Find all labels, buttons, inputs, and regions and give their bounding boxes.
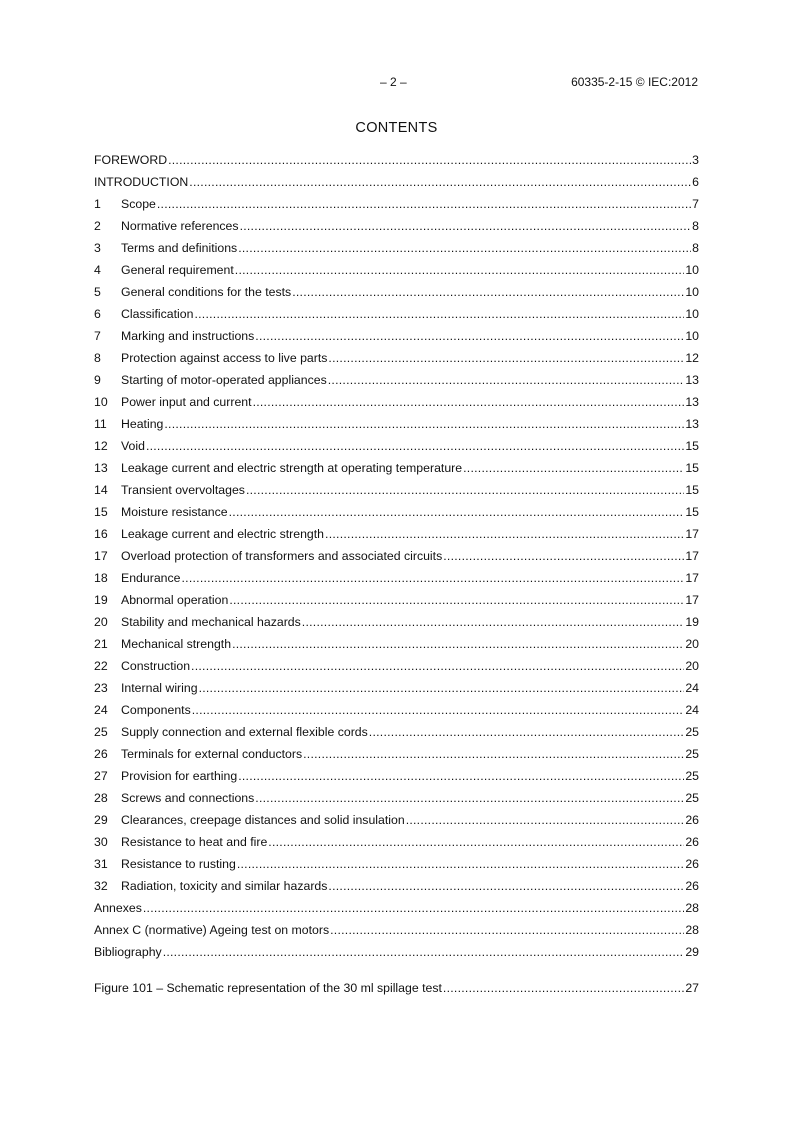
toc-entry-label: Stability and mechanical hazards <box>121 615 301 629</box>
toc-leader-dots <box>194 303 684 325</box>
toc-leader-dots <box>240 215 692 237</box>
toc-entry-number: 2 <box>94 219 101 233</box>
toc-entry-number: 10 <box>94 395 108 409</box>
toc-leader-dots <box>328 875 684 897</box>
toc-leader-dots <box>255 787 684 809</box>
toc-entry-number: 26 <box>94 747 108 761</box>
toc-entry-page: 28 <box>685 923 699 937</box>
toc-entry-label: Power input and current <box>121 395 252 409</box>
toc-entry-number: 24 <box>94 703 108 717</box>
toc-leader-dots <box>328 347 684 369</box>
toc-entry[interactable] <box>94 523 699 545</box>
toc-entry[interactable] <box>94 853 699 875</box>
toc-entry-number: 12 <box>94 439 108 453</box>
toc-leader-dots <box>199 677 685 699</box>
toc-entry-label: FOREWORD <box>94 153 168 167</box>
toc-entry-number: 25 <box>94 725 108 739</box>
toc-leader-dots <box>232 633 684 655</box>
toc-entry[interactable] <box>94 347 699 369</box>
toc-entry-number: 1 <box>94 197 101 211</box>
toc-entry-label: Normative references <box>121 219 239 233</box>
toc-entry-page: 27 <box>685 981 699 995</box>
toc-leader-dots <box>302 611 685 633</box>
toc-leader-dots <box>181 567 684 589</box>
toc-entry-number: 32 <box>94 879 108 893</box>
toc-entry[interactable] <box>94 413 699 435</box>
toc-entry-label: Transient overvoltages <box>121 483 245 497</box>
toc-entry[interactable] <box>94 787 699 809</box>
toc-leader-dots <box>191 655 684 677</box>
toc-entry[interactable] <box>94 501 699 523</box>
toc-entry-label: Resistance to heat and fire <box>121 835 268 849</box>
toc-entry[interactable] <box>94 633 699 655</box>
toc-entry-page: 8 <box>692 219 699 233</box>
toc-entry-label: Mechanical strength <box>121 637 232 651</box>
toc-entry-page: 28 <box>685 901 699 915</box>
toc-entry-label: Screws and connections <box>121 791 255 805</box>
toc-entry[interactable] <box>94 611 699 633</box>
toc-entry[interactable] <box>94 677 699 699</box>
toc-entry-page: 3 <box>692 153 699 167</box>
toc-entry-page: 15 <box>685 461 699 475</box>
toc-entry[interactable] <box>94 391 699 413</box>
toc-leader-dots <box>463 457 684 479</box>
toc-entry-page: 13 <box>685 417 699 431</box>
toc-entry[interactable] <box>94 743 699 765</box>
toc-entry[interactable] <box>94 897 699 919</box>
toc-entry-number: 20 <box>94 615 108 629</box>
toc-entry-label: Construction <box>121 659 191 673</box>
toc-entry-label: Provision for earthing <box>121 769 238 783</box>
toc-entry[interactable] <box>94 259 699 281</box>
toc-leader-dots <box>168 149 691 171</box>
toc-entry-number: 17 <box>94 549 108 563</box>
toc-entry[interactable] <box>94 545 699 567</box>
toc-entry-page: 15 <box>685 505 699 519</box>
toc-entry-label: Supply connection and external flexible cords <box>121 725 368 739</box>
toc-entry[interactable] <box>94 325 699 347</box>
toc-entry[interactable] <box>94 589 699 611</box>
toc-leader-dots <box>235 259 685 281</box>
toc-leader-dots <box>164 413 684 435</box>
toc-entry-page: 25 <box>685 769 699 783</box>
document-reference: 60335-2-15 © IEC:2012 <box>571 75 698 89</box>
toc-entry-number: 30 <box>94 835 108 849</box>
toc-entry-page: 13 <box>685 395 699 409</box>
toc-entry[interactable] <box>94 567 699 589</box>
toc-entry-page: 29 <box>685 945 699 959</box>
toc-leader-dots <box>146 435 684 457</box>
page-title: CONTENTS <box>355 120 438 136</box>
toc-entry[interactable] <box>94 919 699 941</box>
toc-leader-dots <box>238 765 684 787</box>
toc-entry-page: 25 <box>685 747 699 761</box>
toc-entry-number: 8 <box>94 351 101 365</box>
toc-entry[interactable] <box>94 977 699 999</box>
toc-entry-page: 24 <box>685 681 699 695</box>
toc-entry-label: INTRODUCTION <box>94 175 189 189</box>
toc-entry-number: 27 <box>94 769 108 783</box>
toc-entry-label: Classification <box>121 307 194 321</box>
toc-leader-dots <box>253 391 685 413</box>
toc-entry-number: 7 <box>94 329 101 343</box>
toc-leader-dots <box>292 281 684 303</box>
toc-entry-page: 26 <box>685 813 699 827</box>
toc-entry[interactable] <box>94 149 699 171</box>
toc-leader-dots <box>369 721 685 743</box>
toc-leader-dots <box>192 699 685 721</box>
toc-entry-label: Annex C (normative) Ageing test on motors <box>94 923 330 937</box>
toc-entry-page: 17 <box>685 549 699 563</box>
toc-entry-page: 25 <box>685 791 699 805</box>
toc-leader-dots <box>238 237 691 259</box>
toc-entry-number: 13 <box>94 461 108 475</box>
toc-entry-number: 23 <box>94 681 108 695</box>
toc-leader-dots <box>303 743 684 765</box>
toc-entry-page: 10 <box>685 263 699 277</box>
toc-leader-dots <box>229 589 684 611</box>
toc-leader-dots <box>163 941 685 963</box>
toc-entry-label: Void <box>121 439 145 453</box>
toc-entry-label: Clearances, creepage distances and solid insulation <box>121 813 405 827</box>
toc-entry-label: General conditions for the tests <box>121 285 292 299</box>
toc-entry[interactable] <box>94 435 699 457</box>
toc-entry[interactable] <box>94 369 699 391</box>
toc-entry-number: 16 <box>94 527 108 541</box>
toc-entry[interactable] <box>94 281 699 303</box>
toc-leader-dots <box>189 171 691 193</box>
toc-entry-number: 4 <box>94 263 101 277</box>
toc-entry-page: 12 <box>685 351 699 365</box>
toc-entry-label: Bibliography <box>94 945 162 959</box>
toc-leader-dots <box>157 193 691 215</box>
toc-entry-page: 10 <box>685 329 699 343</box>
toc-leader-dots <box>443 977 684 999</box>
toc-entry-label: Terms and definitions <box>121 241 238 255</box>
toc-entry-number: 22 <box>94 659 108 673</box>
toc-entry[interactable] <box>94 171 699 193</box>
toc-entry-page: 10 <box>685 285 699 299</box>
toc-leader-dots <box>255 325 684 347</box>
toc-leader-dots <box>330 919 684 941</box>
toc-entry-label: Heating <box>121 417 164 431</box>
toc-entry[interactable] <box>94 193 699 215</box>
toc-entry-page: 17 <box>685 527 699 541</box>
toc-entry[interactable] <box>94 831 699 853</box>
toc-entry[interactable] <box>94 699 699 721</box>
toc-entry[interactable] <box>94 721 699 743</box>
toc-entry[interactable] <box>94 479 699 501</box>
toc-entry-number: 21 <box>94 637 108 651</box>
toc-entry-page: 25 <box>685 725 699 739</box>
toc-entry-page: 7 <box>692 197 699 211</box>
toc-entry[interactable] <box>94 765 699 787</box>
toc-entry-number: 6 <box>94 307 101 321</box>
toc-entry-label: Endurance <box>121 571 181 585</box>
toc-entry-number: 14 <box>94 483 108 497</box>
toc-entry-label: Resistance to rusting <box>121 857 236 871</box>
toc-entry-number: 11 <box>94 417 107 431</box>
toc-entry-label: Leakage current and electric strength <box>121 527 325 541</box>
toc-entry-label: Annexes <box>94 901 142 915</box>
toc-entry[interactable] <box>94 457 699 479</box>
toc-entry-label: Marking and instructions <box>121 329 255 343</box>
toc-leader-dots <box>443 545 684 567</box>
toc-entry-number: 3 <box>94 241 101 255</box>
figures-spacer <box>94 963 699 977</box>
toc-entry-page: 26 <box>685 857 699 871</box>
toc-entry-page: 15 <box>685 439 699 453</box>
toc-entry-label: Moisture resistance <box>121 505 228 519</box>
toc-entry-number: 18 <box>94 571 108 585</box>
toc-entry-page: 15 <box>685 483 699 497</box>
toc-leader-dots <box>143 897 684 919</box>
toc-entry-page: 26 <box>685 835 699 849</box>
toc-entry-page: 26 <box>685 879 699 893</box>
toc-entry[interactable] <box>94 303 699 325</box>
toc-leader-dots <box>406 809 685 831</box>
toc-entry-page: 6 <box>692 175 699 189</box>
toc-entry-number: 28 <box>94 791 108 805</box>
toc-entry-label: Scope <box>121 197 156 211</box>
toc-leader-dots <box>325 523 684 545</box>
toc-entry-page: 20 <box>685 637 699 651</box>
toc-leader-dots <box>246 479 684 501</box>
toc-entry-number: 9 <box>94 373 101 387</box>
toc-entry-label: Abnormal operation <box>121 593 229 607</box>
toc-entry-number: 15 <box>94 505 108 519</box>
toc-entry-label: General requirement <box>121 263 234 277</box>
toc-entry[interactable] <box>94 875 699 897</box>
table-of-contents <box>94 149 699 999</box>
toc-entry-label: Overload protection of transformers and associated circuits <box>121 549 443 563</box>
toc-entry-label: Leakage current and electric strength at operating temperature <box>121 461 463 475</box>
toc-entry-page: 13 <box>685 373 699 387</box>
toc-entry-label: Radiation, toxicity and similar hazards <box>121 879 328 893</box>
toc-entry-page: 20 <box>685 659 699 673</box>
toc-leader-dots <box>229 501 685 523</box>
toc-entry-label: Protection against access to live parts <box>121 351 328 365</box>
page-number: – 2 – <box>380 75 407 89</box>
toc-entry[interactable] <box>94 941 699 963</box>
toc-entry[interactable] <box>94 237 699 259</box>
toc-entry-page: 17 <box>685 571 699 585</box>
toc-entry-page: 24 <box>685 703 699 717</box>
toc-leader-dots <box>268 831 684 853</box>
toc-entry[interactable] <box>94 215 699 237</box>
toc-entry-label: Components <box>121 703 191 717</box>
toc-entry[interactable] <box>94 809 699 831</box>
toc-entry-label: Internal wiring <box>121 681 198 695</box>
toc-entry-page: 19 <box>685 615 699 629</box>
toc-entry-number: 19 <box>94 593 108 607</box>
toc-entry[interactable] <box>94 655 699 677</box>
toc-entry-number: 5 <box>94 285 101 299</box>
toc-entry-page: 8 <box>692 241 699 255</box>
toc-entry-label: Figure 101 – Schematic representation of the 30 ml spillage test <box>94 981 442 995</box>
toc-entry-number: 31 <box>94 857 108 871</box>
toc-entry-label: Starting of motor-operated appliances <box>121 373 327 387</box>
toc-entry-page: 17 <box>685 593 699 607</box>
toc-leader-dots <box>328 369 685 391</box>
toc-entry-label: Terminals for external conductors <box>121 747 303 761</box>
toc-entry-number: 29 <box>94 813 108 827</box>
toc-leader-dots <box>237 853 684 875</box>
toc-entry-page: 10 <box>685 307 699 321</box>
